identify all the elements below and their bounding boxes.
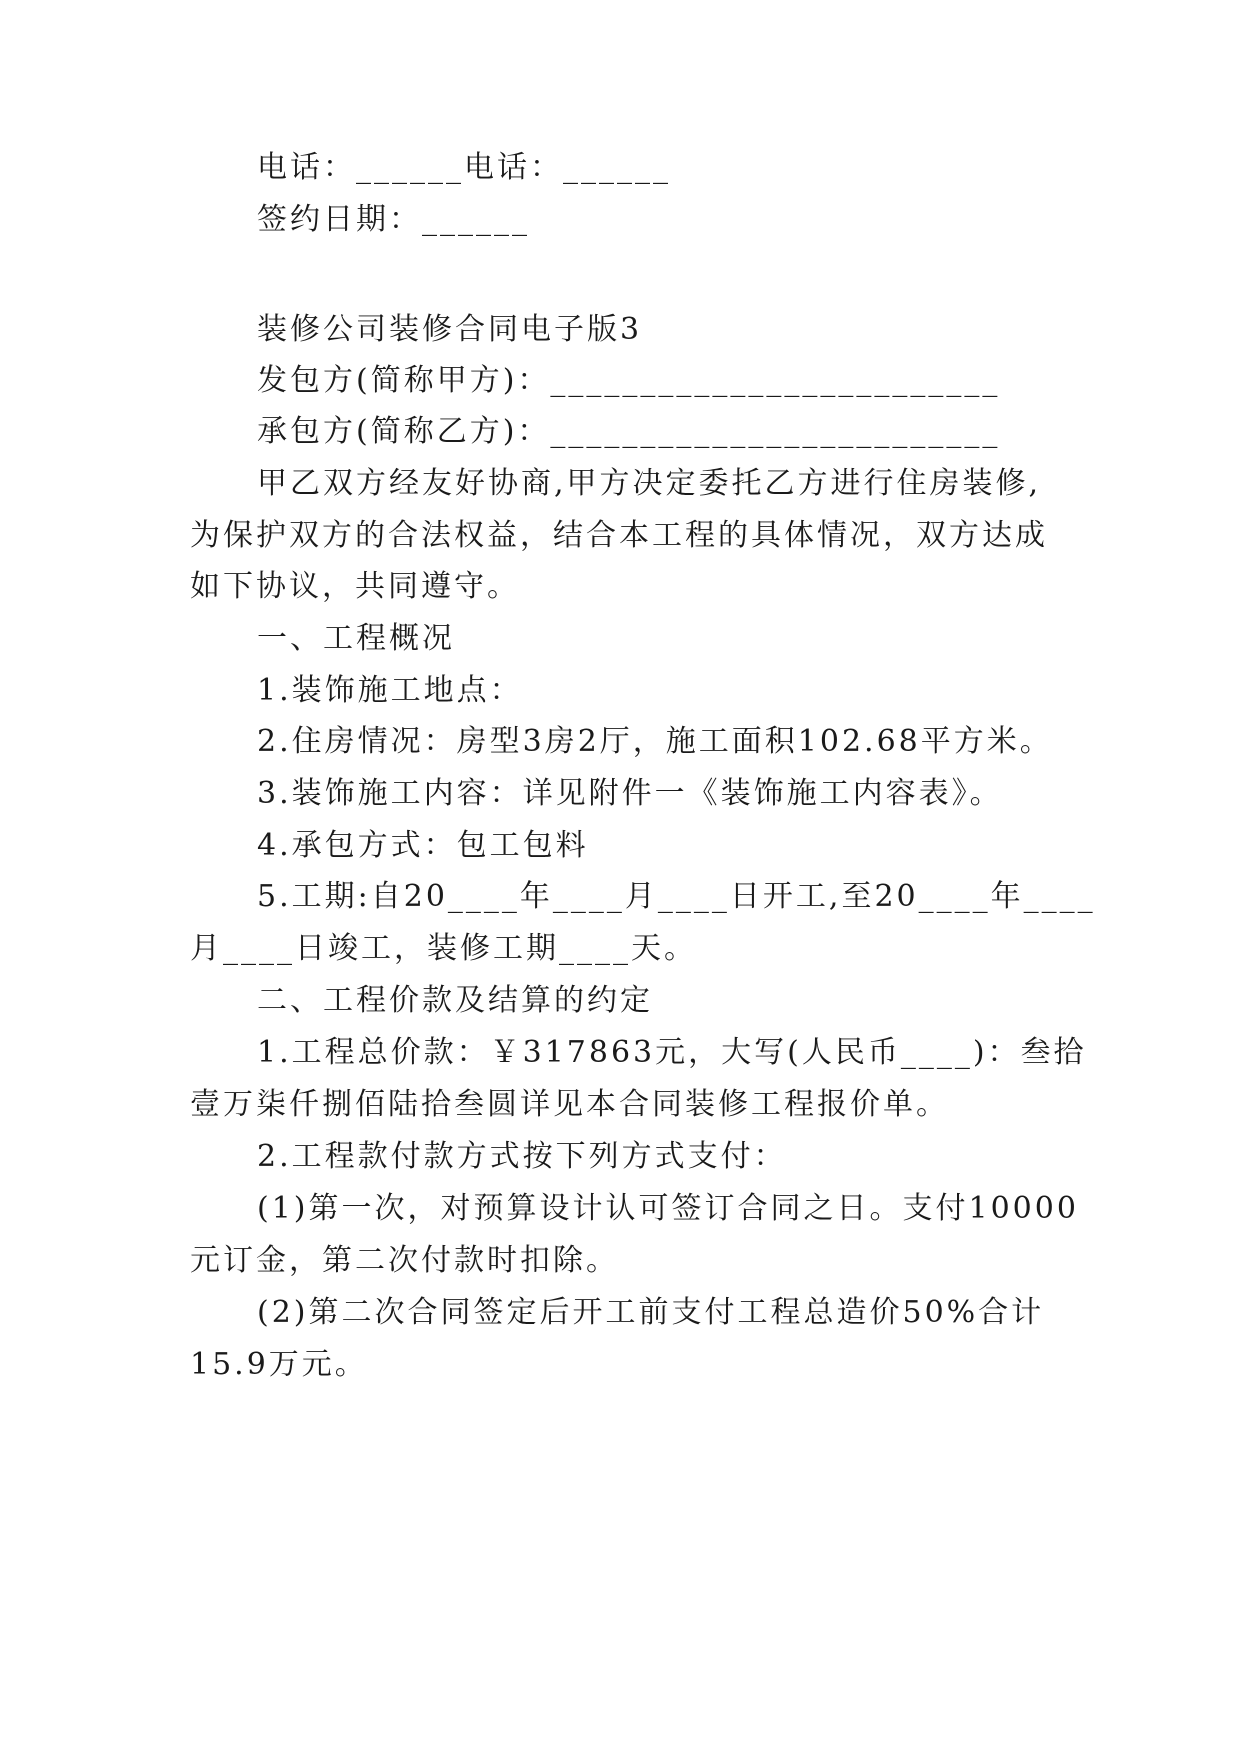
intro-paragraph-line: 甲乙双方经友好协商,甲方决定委托乙方进行住房装修,: [257, 466, 1042, 501]
list-item: 3.装饰施工内容：详见附件一《装饰施工内容表》。: [257, 776, 1003, 811]
payment-line: 15.9万元。: [190, 1347, 368, 1382]
price-line: 1.工程总价款：￥317863元，大写(人民币____)：叁拾: [257, 1035, 1087, 1070]
section-heading: 二、工程价款及结算的约定: [257, 983, 653, 1018]
party-a-line: 发包方(简称甲方)：_________________________: [257, 363, 1001, 398]
party-b-line: 承包方(简称乙方)：_________________________: [257, 414, 1001, 449]
payment-line: 元订金，第二次付款时扣除。: [190, 1243, 619, 1278]
contract-title: 装修公司装修合同电子版3: [257, 312, 643, 347]
payment-line: (2)第二次合同签定后开工前支付工程总造价50%合计: [257, 1295, 1045, 1330]
list-item: 2.住房情况：房型3房2厅，施工面积102.68平方米。: [257, 724, 1053, 759]
period-line: 5.工期:自20____年____月____日开工,至20____年____: [257, 879, 1096, 914]
section-heading: 一、工程概况: [257, 621, 455, 656]
payment-intro: 2.工程款付款方式按下列方式支付：: [257, 1139, 787, 1174]
period-line: 月____日竣工，装修工期____天。: [190, 931, 697, 966]
payment-line: (1)第一次，对预算设计认可签订合同之日。支付10000: [257, 1191, 1079, 1226]
price-line: 壹万柒仟捌佰陆拾叁圆详见本合同装修工程报价单。: [190, 1087, 949, 1122]
list-item: 1.装饰施工地点：: [257, 673, 523, 708]
intro-paragraph-line: 如下协议，共同遵守。: [190, 569, 520, 604]
intro-paragraph-line: 为保护双方的合法权益，结合本工程的具体情况，双方达成: [190, 518, 1048, 553]
sign-date-line: 签约日期：______: [257, 202, 530, 237]
phone-line: 电话：______电话：______: [257, 150, 671, 185]
list-item: 4.承包方式：包工包料: [257, 828, 589, 863]
